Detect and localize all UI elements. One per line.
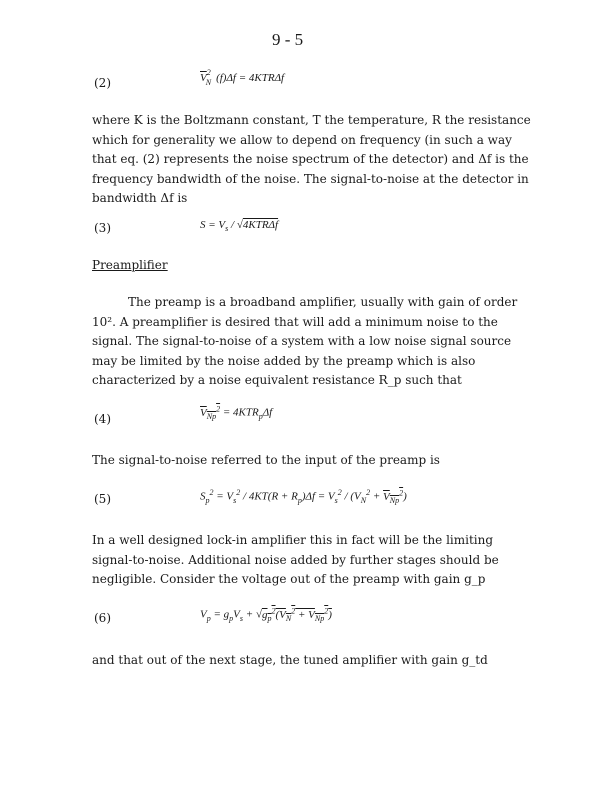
equation-label-2: (2) [94,76,111,90]
section-heading-preamplifier: Preamplifier [92,258,168,272]
equation-label-3: (3) [94,221,111,235]
equation-label-4: (4) [94,412,111,426]
page-number: 9 - 5 [272,30,304,49]
paragraph-lockin: In a well designed lock-in amplifier this in fact will be the limiting signal-to-noise. Additional noise added by further stages should be negligible. Consider the voltage out of the preamp with gain g_p [92,533,499,586]
equation-label-6: (6) [94,611,111,625]
paragraph-preamp: The preamp is a broadband amplifier, usually with gain of order 10². A preamplifier is desired that will add a minimum noise to the signal. The signal-to-noise of a system with a low noise signal source may be limited by the noise added by the preamp which is also characterized by a noise equivalent resistance R_p such that [92,295,518,387]
equation-5: $S_p^2 = V_s^2 / 4KT(R + R_p)\Delta f = V_s^2 / (V_N^2 + V_{Np}^2)$ [200,488,407,505]
equation-2: $\overline{V}^2_N$ (f)Δf = 4KTRΔf [200,68,285,87]
paragraph-snr-input: The signal-to-noise referred to the input of the preamp is [92,453,440,467]
equation-label-5: (5) [94,492,111,506]
paragraph-intro: where K is the Boltzmann constant, T the temperature, R the resistance which for generality we allow to depend on frequency (in such a way that eq. (2) represents the noise spectrum of the detector) and Δf is the frequency bandwidth of the noise. The signal-to-noise at the detector in bandwidth Δf is [92,113,531,205]
equation-4: $V_{Np}^2 = 4KTR_p\Delta f$ [200,404,273,421]
paragraph-tuned-amp: and that out of the next stage, the tuned amplifier with gain g_td [92,653,488,667]
equation-3: $S = V_s / √4KTR\Delta f$ [200,219,279,234]
equation-6: $V_p = g_pV_s + √g_p^2(V_N^2 + V_{Np}^2)$ [200,606,332,623]
